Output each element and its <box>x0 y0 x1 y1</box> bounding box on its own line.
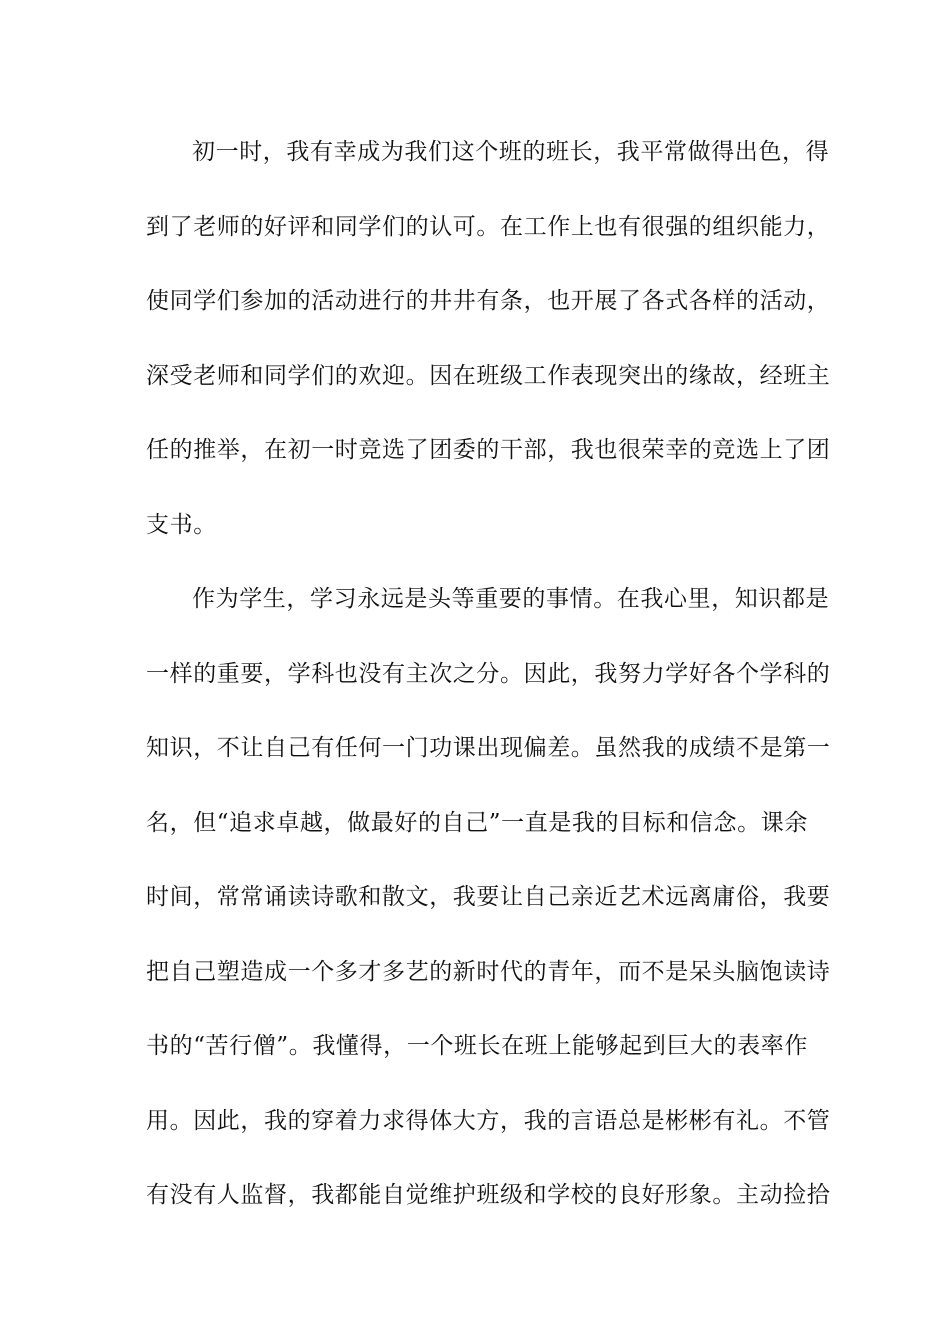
paragraph-2-line-6: 把自己塑造成一个多才多艺的新时代的青年，而不是呆头脑饱读诗 <box>146 959 831 985</box>
paragraph-1-line-1: 初一时，我有幸成为我们这个班的班长，我平常做得出色，得 <box>192 139 830 165</box>
paragraph-2-line-8: 用。因此，我的穿着力求得体大方，我的言语总是彬彬有礼。不管 <box>146 1108 831 1134</box>
paragraph-2-line-3: 知识，不让自己有任何一门功课出现偏差。虽然我的成绩不是第一 <box>146 735 831 761</box>
paragraph-1-line-2: 到了老师的好评和同学们的认可。在工作上也有很强的组织能力， <box>146 214 831 240</box>
paragraph-1-line-3: 使同学们参加的活动进行的井井有条，也开展了各式各样的活动， <box>146 288 831 314</box>
paragraph-1-line-5: 任的推举，在初一时竞选了团委的干部，我也很荣幸的竞选上了团 <box>146 437 831 463</box>
paragraph-2-line-1: 作为学生，学习永远是头等重要的事情。在我心里，知识都是 <box>192 586 830 612</box>
paragraph-1-line-4: 深受老师和同学们的欢迎。因在班级工作表现突出的缘故，经班主 <box>146 363 831 389</box>
paragraph-2-line-5: 时间，常常诵读诗歌和散文，我要让自己亲近艺术远离庸俗，我要 <box>146 884 831 910</box>
paragraph-1-line-6: 支书。 <box>146 512 217 538</box>
paragraph-2-line-9: 有没有人监督，我都能自觉维护班级和学校的良好形象。主动捡拾 <box>146 1182 831 1208</box>
paragraph-2-line-4: 名，但“追求卓越，做最好的自己”一直是我的目标和信念。课余 <box>146 810 808 836</box>
paragraph-2-line-7: 书的“苦行僧”。我懂得，一个班长在班上能够起到巨大的表率作 <box>146 1033 808 1059</box>
paragraph-2-line-2: 一样的重要，学科也没有主次之分。因此，我努力学好各个学科的 <box>146 661 831 687</box>
